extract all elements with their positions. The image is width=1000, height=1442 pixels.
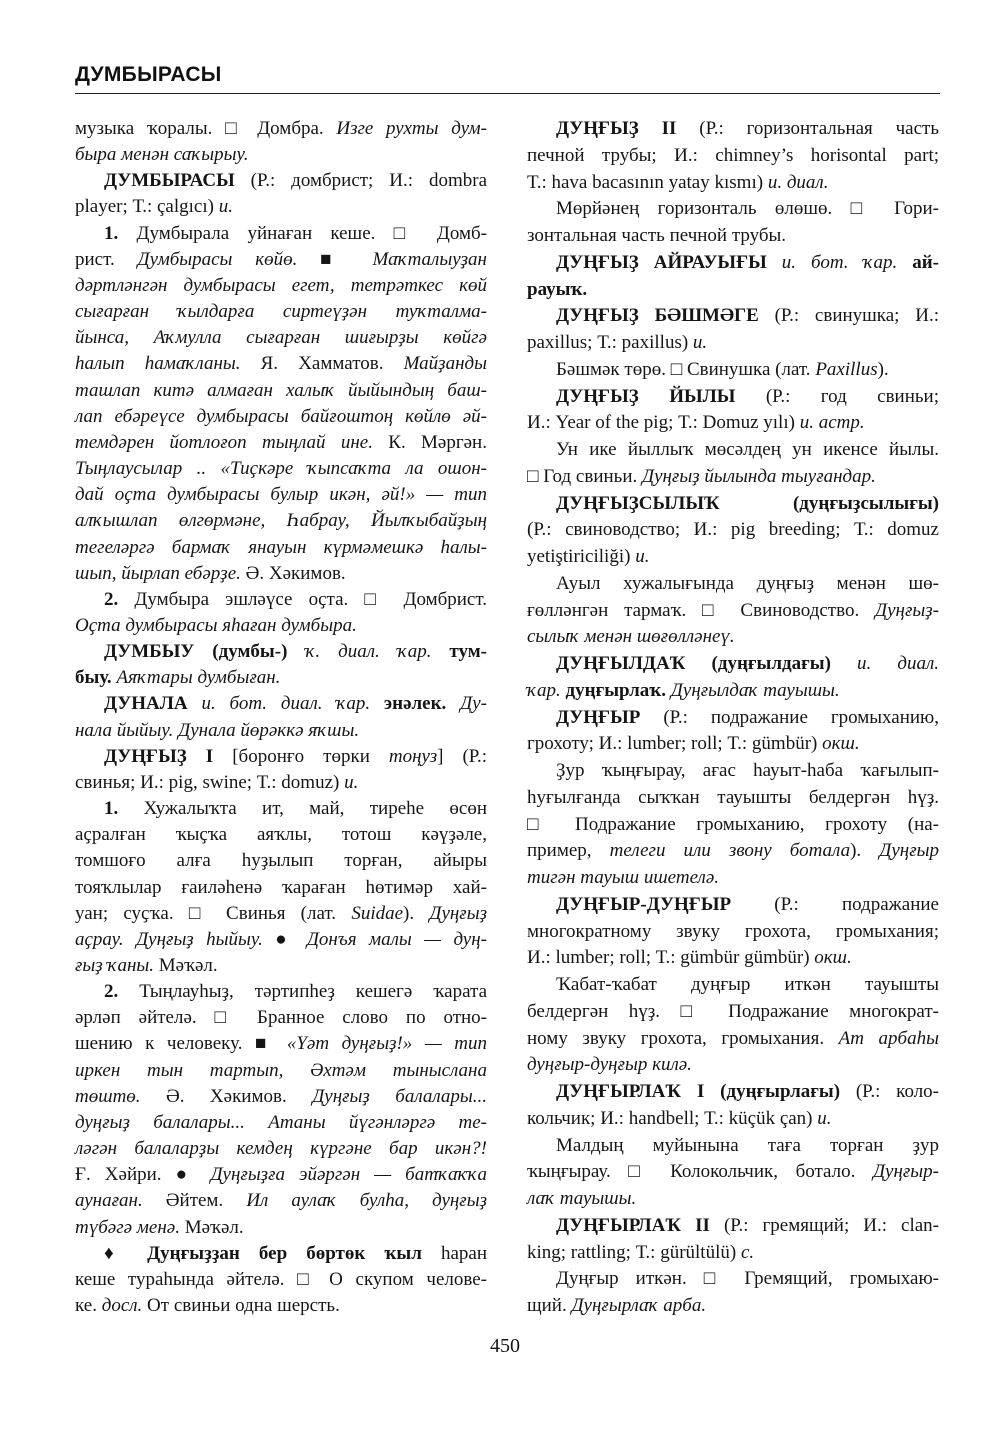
italic-text: Майҙанды — [403, 353, 487, 375]
italic-text: Донъя малы — дуң- — [306, 928, 487, 950]
text-line — [75, 744, 487, 770]
text-line — [527, 705, 939, 732]
italic-text: Дуңғыр — [879, 840, 940, 862]
italic-text: и. — [218, 196, 233, 218]
italic-text: быра менән саҡырыу. — [75, 144, 249, 166]
entry-paragraph — [527, 705, 939, 759]
bold-text: ДУҢҒЫЛДАҠ (дуңғылдағы) — [556, 653, 831, 674]
bold-text: ДУНАЛА — [104, 693, 188, 715]
text-line — [527, 1186, 939, 1213]
text-line — [527, 223, 939, 250]
text-line — [527, 464, 939, 491]
bold-text: ДУҢҒЫРЛАҠ I (дуңғырлағы) — [556, 1081, 841, 1102]
roman-text: Мәҡәл. — [179, 1216, 244, 1238]
roman-text: Малдың муйынына таға торған ҙур — [556, 1134, 939, 1156]
italic-text: ғыҙ ҡаны. — [75, 955, 155, 976]
italic-text: и. бот. диал. ҡар. — [187, 693, 384, 715]
italic-text: лап ебәреүсе думбырасы байғоштоң көйлө әй- — [75, 405, 487, 427]
italic-text: темдәрен йотлоғоп тыңлай ине. — [75, 431, 373, 453]
entry-paragraph — [527, 1213, 939, 1267]
text-line — [75, 221, 487, 247]
roman-text: И.: lumber; roll; Т.: gümbür gümbür) — [527, 947, 815, 969]
text-line — [527, 250, 939, 277]
roman-text: Ә. Хәкимов. — [240, 562, 346, 584]
entry-paragraph — [527, 1266, 939, 1320]
bold-text: ♦ Дуңғыҙҙан бер бөртөк ҡыл — [104, 1242, 422, 1264]
text-line — [75, 561, 487, 587]
text-line — [527, 865, 939, 892]
text-line — [75, 1058, 487, 1084]
roman-text: щий. — [527, 1295, 572, 1316]
italic-text: и. — [344, 771, 359, 793]
entry-paragraph — [75, 744, 487, 796]
roman-text: ҡыңғырау. □ Колокольчик, ботало. — [527, 1161, 873, 1183]
roman-text: □ Год свиньи. — [527, 465, 642, 487]
italic-text: Маҡталыуҙан — [372, 248, 487, 270]
text-line — [527, 1026, 939, 1053]
roman-text: свинья; И.: pig, swine; Т.: domuz) — [75, 771, 345, 793]
roman-text: уан; суҫҡа. □ Свинья (лат. — [75, 902, 352, 924]
roman-text: [боронғо төрки — [213, 745, 389, 767]
bold-text: 2. — [104, 588, 119, 610]
entry-paragraph — [75, 1241, 487, 1319]
text-line — [75, 325, 487, 351]
text-line — [75, 718, 487, 744]
text-line — [527, 1159, 939, 1186]
roman-text: paxillus; Т.: paxillus) — [527, 332, 693, 353]
italic-text: лаҡ тауышы. — [527, 1188, 637, 1209]
italic-text: «Үәт дуңғыҙ!» — тип — [286, 1033, 487, 1055]
italic-text: сылыҡ менән шөғөлләнеү. — [527, 626, 735, 648]
running-head: ДУМБЫРАСЫ — [75, 63, 222, 86]
italic-text: и. диал. — [767, 171, 829, 193]
bold-text: ДУҢҒЫРЛАҠ II — [556, 1214, 710, 1236]
roman-text: (Р.: горизонтальная часть — [676, 118, 939, 139]
text-line — [75, 430, 487, 456]
roman-text: һуғылғанда сыҡҡан тауышты белдергән һүҙ. — [527, 786, 939, 808]
roman-text: (Р.: подражание — [731, 893, 939, 915]
roman-text: ному звуку грохота, громыхания. — [527, 1027, 839, 1049]
italic-text: Ат арбаһы — [838, 1027, 939, 1049]
entry-paragraph — [527, 1079, 939, 1133]
italic-text: төштө. — [75, 1085, 141, 1107]
text-line — [75, 613, 487, 639]
italic-text: иркен тын тартып, Әхтәм тыныслана — [75, 1059, 487, 1081]
italic-text: Изге рухты дум- — [336, 118, 487, 139]
italic-text: алҡышлап өлгөрмәне, Һабрау, Йылҡыбайҙың — [75, 510, 487, 532]
italic-text: Дуңғыҙ балалары... — [312, 1085, 487, 1107]
text-line — [75, 482, 487, 508]
roman-text: Дуңғыр иткән. □ Гремящий, громыхаю- — [556, 1268, 939, 1290]
italic-text: Оҫта думбырасы яһаған думбыра. — [75, 614, 357, 636]
text-line — [75, 351, 487, 377]
roman-text: (Р.: домбрист; И.: dombra — [234, 170, 487, 192]
text-line — [527, 357, 939, 384]
italic-text: Дуңғыҙ йылында тыуғандар. — [641, 465, 876, 487]
text-line — [527, 945, 939, 972]
roman-text: грохоту; И.: lumber; roll; Т.: gümbür) — [527, 733, 823, 755]
roman-text: (Р.: свиноводство; И.: pig breeding; Т.: domuz — [527, 519, 939, 541]
bold-text: ДУҢҒЫҘ I — [104, 745, 214, 767]
entry-paragraph — [527, 196, 939, 250]
entry-paragraph — [75, 587, 487, 639]
italic-text: Дуңғылдаҡ тауышы. — [666, 679, 840, 701]
italic-text: Тыңлаусылар .. «Тиҫкәре ҡыпсаҡта ла ошон- — [75, 458, 487, 480]
roman-text: пример, — [527, 840, 610, 862]
text-line — [527, 598, 939, 625]
italic-text: Дуңғырлаҡ арба. — [571, 1295, 707, 1316]
bold-text: ДУҢҒЫҘ БӘШМӘГЕ — [556, 305, 759, 327]
text-line — [75, 404, 487, 430]
entry-paragraph — [527, 491, 939, 571]
italic-text: Ил аулаҡ булһа, дуңғыҙ — [246, 1190, 488, 1212]
entry-paragraph — [75, 116, 487, 168]
bold-text: ДУҢҒЫР-ДУҢҒЫР — [556, 893, 732, 915]
entry-paragraph — [527, 357, 939, 384]
roman-text: Думбырала уйнаған кеше. □ Домб- — [118, 222, 487, 244]
text-line — [527, 1133, 939, 1160]
text-line — [527, 1293, 939, 1320]
roman-text: От свиньи одна шерсть. — [142, 1295, 340, 1317]
roman-text: кеше тураһында әйтелә. □ О скупом челове- — [75, 1268, 487, 1290]
roman-text: ● — [262, 928, 307, 950]
italic-text: и. диал. — [830, 653, 939, 674]
page-number: 450 — [490, 1335, 520, 1357]
text-line — [527, 892, 939, 919]
italic-text: тигән тауыш ишетелә. — [527, 867, 720, 888]
text-line — [75, 953, 487, 979]
italic-text: окш. — [814, 947, 852, 969]
roman-text: Бәшмәк төрө. □ Свинушка (лат. — [556, 358, 816, 380]
text-line — [527, 170, 939, 197]
roman-text: king; rattling; Т.: gürültülü) — [527, 1241, 741, 1263]
bold-text: энәлек. — [383, 693, 447, 715]
italic-text: йынса, Аҡмулла сығарған шиғырҙы көйгә — [75, 327, 487, 349]
italic-text: дуңғыр-дуңғыр килә. — [527, 1054, 692, 1076]
roman-text: әрләп әйтелә. □ Бранное слово по отно- — [75, 1007, 487, 1029]
text-line — [527, 731, 939, 758]
roman-text: И.: Year of the pig; Т.: Domuz yılı) — [527, 412, 800, 434]
bold-text: ДУМБЫУ (думбы-) — [104, 641, 288, 663]
italic-text: и. — [692, 332, 708, 353]
roman-text: (Р.: гремящий; И.: clan- — [709, 1214, 939, 1236]
bold-text: ДУҢҒЫР — [556, 706, 641, 728]
text-line — [527, 678, 939, 705]
text-line — [75, 901, 487, 927]
italic-text: ҡ. диал. ҡар. — [287, 641, 450, 663]
roman-text: Ә. Хәкимов. — [140, 1085, 313, 1107]
text-line — [527, 1240, 939, 1267]
text-line — [75, 508, 487, 534]
text-line — [527, 758, 939, 785]
italic-text: окш. — [822, 733, 860, 755]
entry-paragraph — [527, 651, 939, 705]
italic-text: Дуңғыр- — [872, 1161, 939, 1183]
text-line — [527, 330, 939, 357]
text-line — [527, 812, 939, 839]
roman-text: □ Подражание громыханию, грохоту (на- — [527, 813, 939, 835]
italic-text: ташлап китә алмаған халыҡ йыйындың баш- — [75, 379, 487, 401]
bold-text: дуңғырлаҡ. — [565, 679, 667, 701]
italic-text: һалып һамаҡланы. — [75, 353, 241, 375]
text-line — [527, 1079, 939, 1106]
roman-text: Ун ике йыллыҡ мөсәлдең ун икенсе йылы. — [556, 439, 939, 460]
roman-text: Әйтем. — [142, 1190, 247, 1212]
italic-text: Ду- — [446, 693, 487, 715]
entry-paragraph — [75, 639, 487, 691]
text-line — [527, 196, 939, 223]
text-line — [527, 384, 939, 411]
text-line — [527, 143, 939, 170]
text-line — [75, 1110, 487, 1136]
text-line — [75, 1267, 487, 1293]
text-line — [75, 691, 487, 717]
bold-text: рауыҡ. — [527, 278, 588, 300]
bold-text: 2. — [104, 981, 119, 1003]
text-line — [527, 651, 939, 678]
text-line — [527, 437, 939, 464]
roman-text: аҫралған ҡыҫҡа аяҡлы, тотош кәүҙәле, — [75, 824, 487, 846]
text-line — [527, 544, 939, 571]
italic-text: Дуңғыҙ — [429, 902, 487, 924]
italic-text: Paxillus — [815, 358, 878, 380]
roman-text: Тыңлауһыҙ, тәртипһеҙ кешегә ҡарата — [118, 981, 487, 1003]
text-line — [527, 571, 939, 598]
entry-paragraph — [75, 796, 487, 979]
roman-text: (Р.: свинушка; И.: — [758, 305, 939, 327]
text-line — [527, 491, 939, 518]
italic-text: Suidae — [351, 902, 404, 924]
text-line — [75, 1293, 487, 1319]
roman-text: Т.: hava bacasının yatay kısmı) — [527, 171, 768, 193]
text-line — [527, 1052, 939, 1079]
bold-text: ДУҢҒЫҘСЫЛЫҠ (дуңғыҙсылығы) — [556, 492, 939, 514]
roman-text: белдергән һүҙ. □ Подражание многократ- — [527, 1000, 939, 1022]
text-line — [75, 1084, 487, 1110]
text-line — [75, 770, 487, 796]
italic-text: тегеләргә бармаҡ янауын күрмәмешкә һалы- — [75, 536, 487, 558]
text-line — [75, 822, 487, 848]
roman-text: музыка ҡоралы. □ Домбра. — [75, 118, 337, 139]
roman-text: томшоғо алға һуҙылып торған, айыры — [75, 850, 487, 872]
text-line — [527, 410, 939, 437]
roman-text: player; Т.: çalgıcı) — [75, 196, 219, 218]
text-line — [527, 785, 939, 812]
bold-text: тум- — [449, 641, 488, 663]
roman-text: многократному звуку грохота, громыхания; — [527, 920, 939, 942]
italic-text: Аяҡтары думбыған. — [111, 667, 281, 689]
roman-text: ■ — [297, 248, 373, 270]
entry-paragraph — [75, 221, 487, 587]
italic-text: сығарған ҡылдарға сиртеүҙән туҡталма- — [75, 301, 487, 323]
bold-text: ДУМБЫРАСЫ — [104, 170, 235, 192]
italic-text: дуңғыҙ балалары... Атаны йүгәнләргә те- — [75, 1111, 487, 1133]
italic-text: дай оҫта думбырасы булыр икән, әй!» — тип — [75, 484, 487, 506]
italic-text: тоңуз — [388, 745, 438, 767]
roman-text: (Р.: коло- — [840, 1081, 939, 1102]
italic-text: түбәгә менә. — [75, 1216, 180, 1238]
text-line — [75, 665, 487, 691]
text-line — [527, 1213, 939, 1240]
column-left — [75, 116, 487, 1319]
italic-text: шып, йырлап ебәрҙе. — [75, 562, 241, 584]
text-line — [75, 639, 487, 665]
roman-text: тояҡлылар ғаиләһенә ҡараған һөтимәр хай- — [75, 876, 487, 898]
text-line — [527, 919, 939, 946]
roman-text: ] (Р.: — [437, 745, 487, 767]
roman-text: ке. — [75, 1295, 102, 1317]
text-line — [75, 456, 487, 482]
roman-text: Я. Хамматов. — [240, 353, 404, 375]
bold-text: ДУҢҒЫҘ II — [556, 118, 677, 139]
roman-text: Ғ. Хәйри. ● — [75, 1164, 211, 1186]
text-line — [75, 378, 487, 404]
text-line — [75, 587, 487, 613]
roman-text: ). — [850, 840, 880, 862]
entry-paragraph — [527, 116, 939, 196]
text-line — [75, 142, 487, 168]
italic-text: ләгән балаларҙы кемдең күргәне бар икән?! — [75, 1138, 487, 1160]
text-line — [75, 1188, 487, 1214]
entry-paragraph — [75, 168, 487, 220]
text-line — [527, 277, 939, 304]
bold-text: ДУҢҒЫҘ ЙЫЛЫ — [556, 385, 736, 407]
roman-text: печной трубы; И.: chimney’s horisontal part; — [527, 144, 939, 166]
entry-paragraph — [527, 571, 939, 651]
italic-text: аҫрау. Дуңғыҙ һыйыу. — [75, 928, 263, 950]
text-line — [527, 999, 939, 1026]
text-line — [75, 1162, 487, 1188]
bold-text: ай- — [912, 251, 940, 273]
text-line — [75, 848, 487, 874]
text-line — [527, 838, 939, 865]
roman-text: Мөрйәнең горизонталь өлөшө. □ Гори- — [556, 198, 939, 220]
text-line — [75, 875, 487, 901]
entry-paragraph — [527, 250, 939, 304]
italic-text: и. — [635, 546, 650, 567]
roman-text: рист. — [75, 248, 138, 270]
roman-text: ғөлләнгән тармаҡ. □ Свиноводство. — [527, 599, 876, 621]
text-line — [75, 1005, 487, 1031]
bold-text: 1. — [104, 222, 119, 244]
entry-paragraph — [75, 691, 487, 743]
roman-text: Мәҡәл. — [154, 955, 218, 976]
text-line — [527, 1266, 939, 1293]
text-line — [75, 116, 487, 142]
text-line — [527, 972, 939, 999]
roman-text: зонтальная часть печной трубы. — [527, 225, 787, 246]
roman-text: Ауыл хужалығында дуңғыҙ менән шө- — [556, 572, 939, 594]
entry-paragraph — [527, 892, 939, 972]
entry-paragraph — [527, 384, 939, 438]
roman-text: К. Мәргән. — [372, 431, 487, 453]
roman-text: ). — [877, 358, 889, 380]
italic-text: ҡар. — [527, 679, 566, 701]
text-line — [75, 796, 487, 822]
text-line — [75, 927, 487, 953]
roman-text: Думбыра эшләүсе оҫта. □ Домбрист. — [118, 588, 487, 610]
text-line — [75, 1136, 487, 1162]
entry-paragraph — [527, 1133, 939, 1213]
text-line — [75, 1241, 487, 1267]
entry-paragraph — [527, 437, 939, 491]
roman-text: Ҙур ҡыңғырау, ағас һауыт-һаба ҡағылып- — [556, 760, 939, 781]
italic-text: и. бот. ҡар. — [766, 251, 913, 273]
text-line — [527, 1106, 939, 1133]
column-right — [527, 116, 939, 1320]
roman-text: Ҡабат-ҡабат дуңғыр иткән тауышты — [556, 974, 939, 995]
italic-text: Дуңғыҙға эйәргән — батҡаҡҡа — [210, 1164, 487, 1186]
bold-text: ДУҢҒЫҘ АЙРАУЫҒЫ — [556, 251, 767, 273]
text-line — [527, 303, 939, 330]
text-line — [75, 979, 487, 1005]
text-line — [75, 1215, 487, 1241]
italic-text: с. — [740, 1241, 755, 1263]
text-line — [75, 535, 487, 561]
italic-text: и. — [817, 1107, 832, 1129]
roman-text: yetiştiriciliği) — [527, 546, 636, 567]
entry-paragraph — [527, 758, 939, 892]
text-line — [527, 624, 939, 651]
italic-text: и. астр. — [799, 412, 865, 434]
text-line — [527, 116, 939, 143]
text-line — [75, 194, 487, 220]
roman-text: ). — [403, 902, 430, 924]
roman-text: һаран — [421, 1242, 487, 1264]
text-line — [75, 1031, 487, 1057]
bold-text: быу. — [75, 667, 112, 689]
text-line — [527, 517, 939, 544]
header-rule — [75, 93, 940, 94]
roman-text: (Р.: год свиньи; — [735, 385, 939, 407]
roman-text: (Р.: подражание громыханию, — [640, 706, 939, 728]
entry-paragraph — [75, 979, 487, 1241]
italic-text: нала йыйыу. Дунала йөрәккә яҡшы. — [75, 719, 360, 741]
italic-text: Думбырасы көйө. — [137, 248, 298, 270]
entry-paragraph — [527, 303, 939, 357]
bold-text: 1. — [104, 798, 119, 820]
italic-text: телеги или звону ботала — [609, 840, 851, 862]
italic-text: Дуңғыҙ- — [875, 599, 939, 621]
text-line — [75, 247, 487, 273]
italic-text: аунаған. — [75, 1190, 143, 1212]
text-line — [75, 273, 487, 299]
text-line — [75, 168, 487, 194]
text-line — [75, 299, 487, 325]
italic-text: досл. — [101, 1295, 143, 1317]
roman-text: шению к человеку. ■ — [75, 1033, 287, 1055]
roman-text: Хужалыҡта ит, май, тиреһе өсөн — [118, 798, 487, 820]
roman-text: кольчик; И.: handbell; Т.: küçük çan) — [527, 1107, 818, 1129]
italic-text: дәртләнгән думбырасы егет, тетрәткес көй — [75, 274, 487, 296]
entry-paragraph — [527, 972, 939, 1079]
